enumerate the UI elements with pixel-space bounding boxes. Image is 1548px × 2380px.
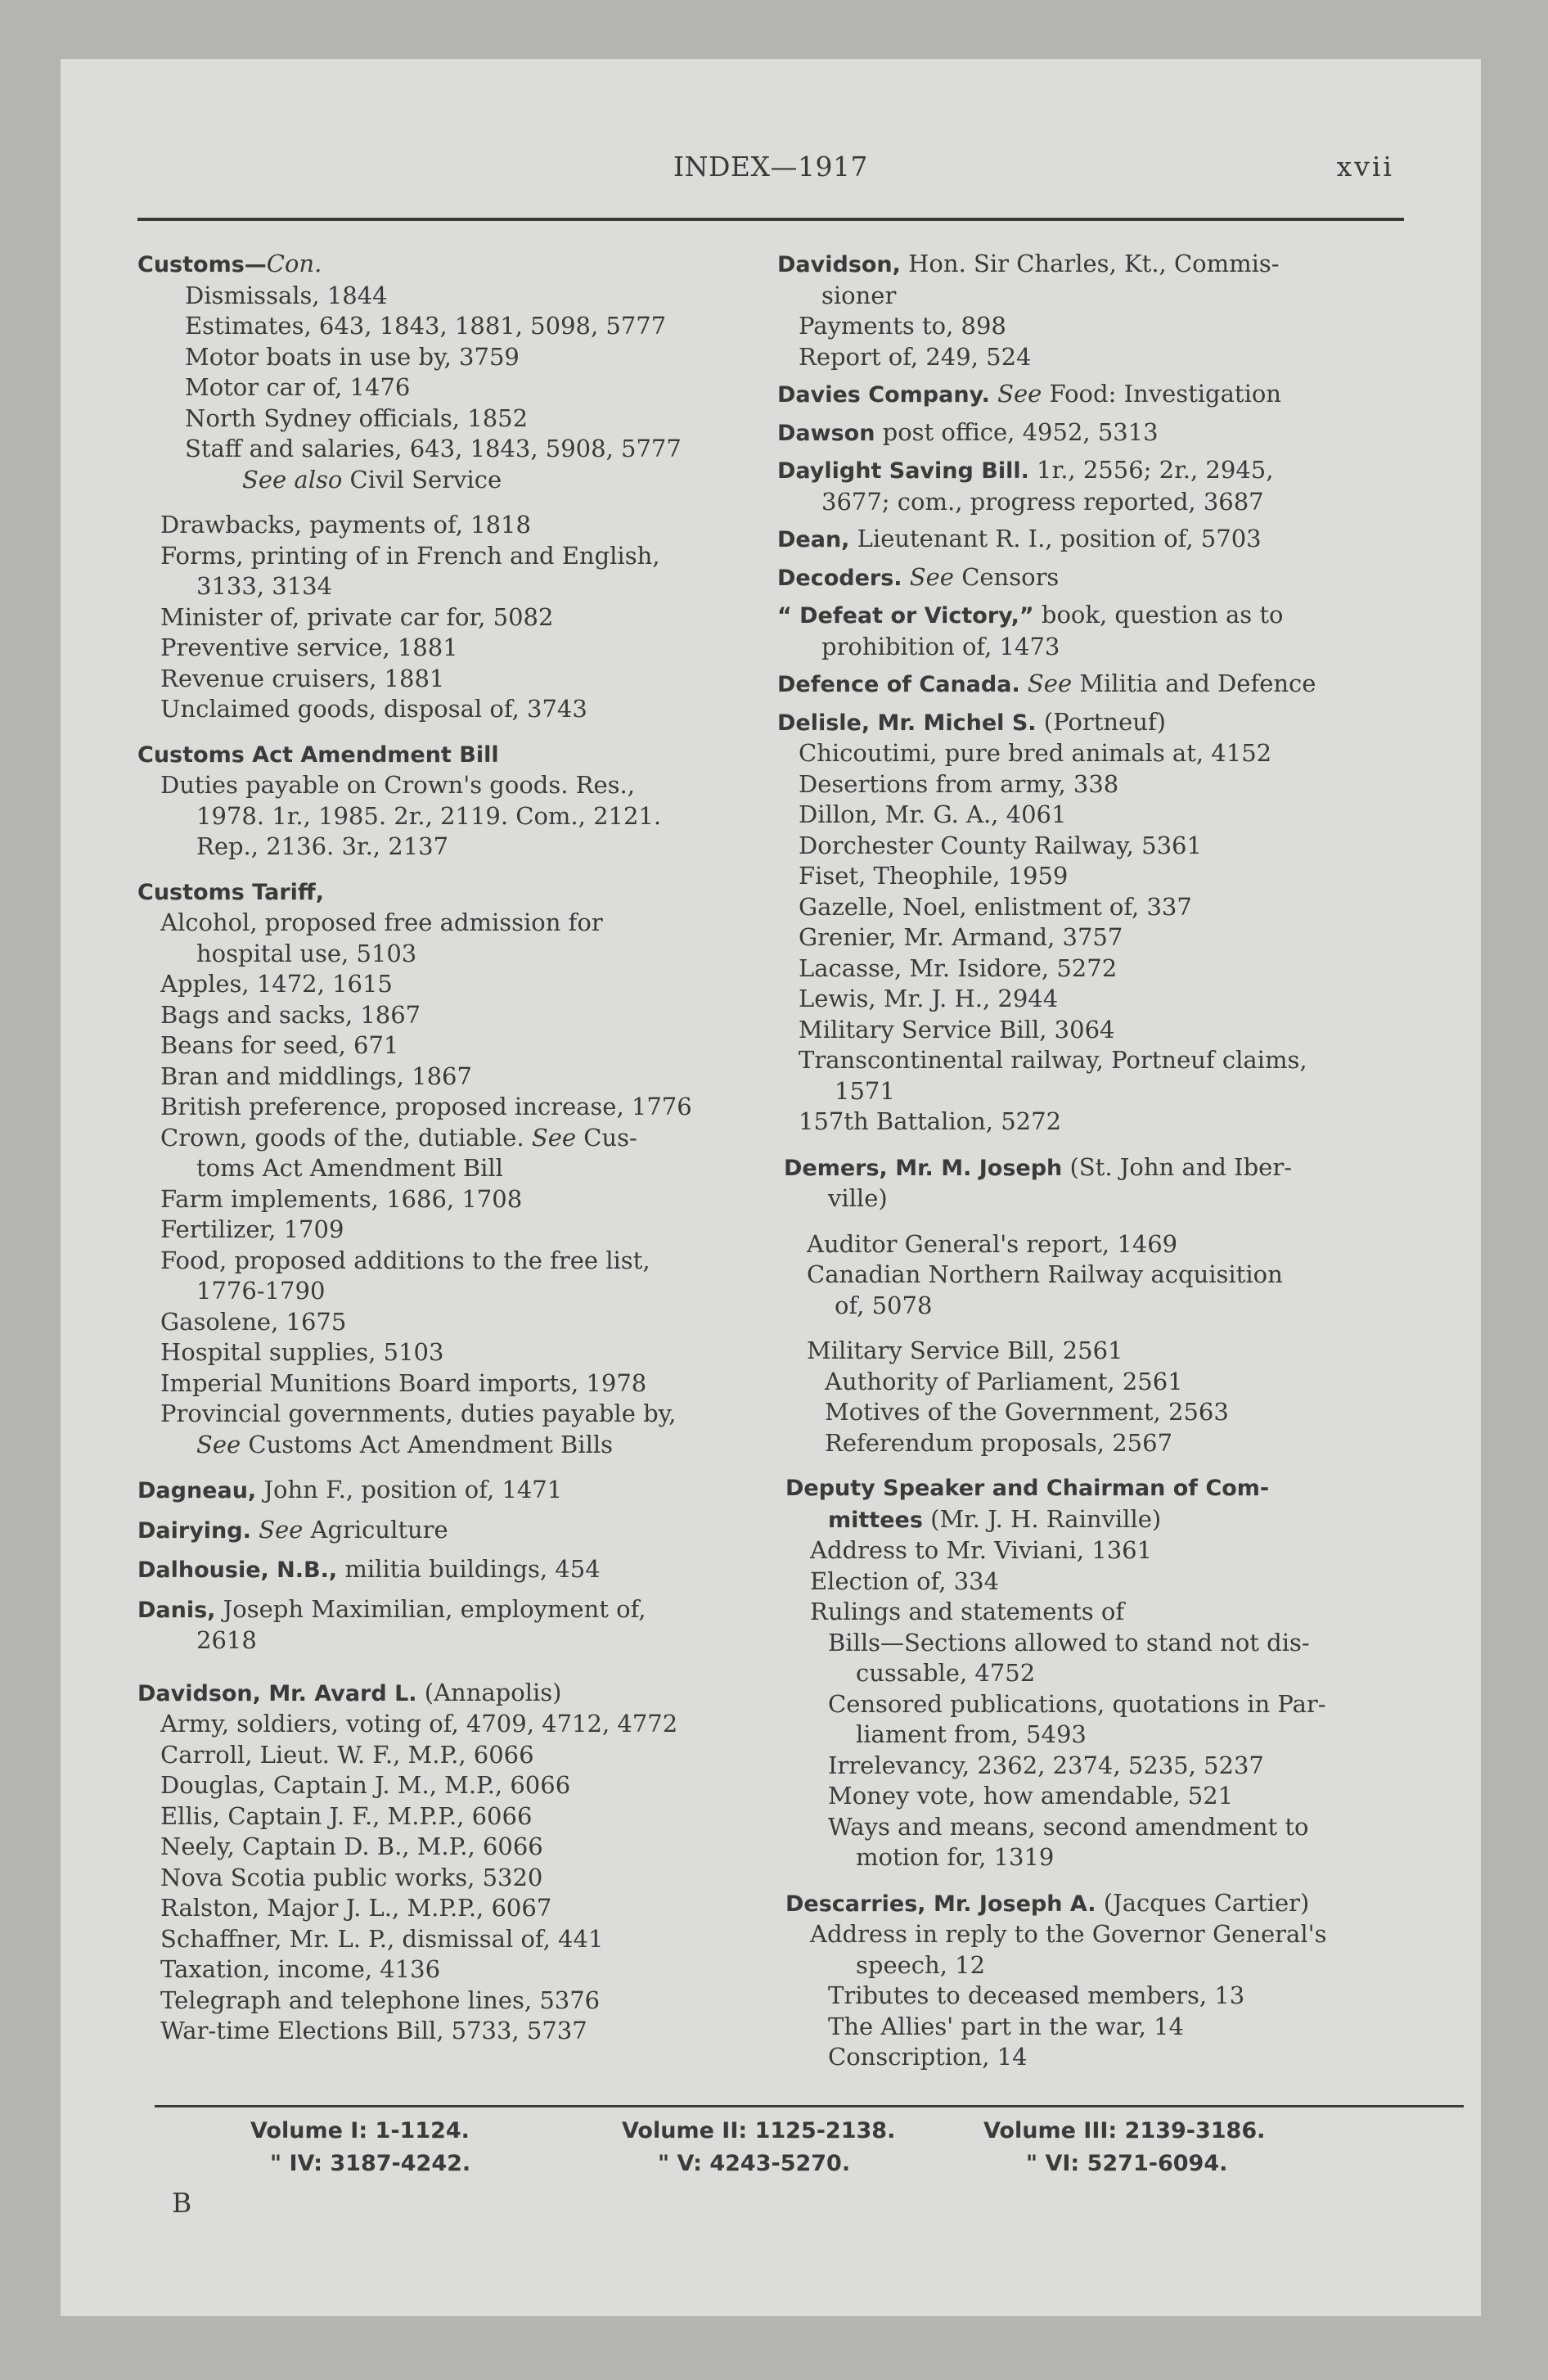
index-entry: Dagneau, John F., position of, 1471 <box>137 1476 563 1503</box>
index-entry: Defence of Canada. See Militia and Defence <box>777 669 1316 697</box>
index-line: Ways and means, second amendment to <box>828 1812 1309 1841</box>
index-line: Imperial Munitions Board imports, 1978 <box>160 1368 647 1397</box>
index-line: Bran and middlings, 1867 <box>160 1062 472 1090</box>
index-line: Forms, printing of in French and English, <box>160 541 660 570</box>
left-column <box>137 249 776 2047</box>
index-line: Desertions from army, 338 <box>799 769 1119 798</box>
index-line: Crown, goods of the, dutiable. See Cus- <box>160 1123 637 1152</box>
index-line: Rulings and statements of <box>810 1598 1125 1625</box>
index-line: Schaffner, Mr. L. P., dismissal of, 441 <box>160 1924 604 1953</box>
index-line: Dismissals, 1844 <box>185 281 388 309</box>
index-line: Douglas, Captain J. M., M.P., 6066 <box>160 1771 571 1799</box>
index-line: Army, soldiers, voting of, 4709, 4712, 4772 <box>160 1710 678 1738</box>
index-line: Chicoutimi, pure bred animals at, 4152 <box>799 739 1272 767</box>
index-line: toms Act Amendment Bill <box>196 1154 503 1182</box>
index-line: Duties payable on Crown's goods. Res., <box>160 771 635 799</box>
index-line: Apples, 1472, 1615 <box>160 970 393 998</box>
index-entry: “ Defeat or Victory,” book, question as to <box>777 601 1284 629</box>
index-line: British preference, proposed increase, 1776 <box>160 1093 692 1120</box>
index-entry: Davies Company. See Food: Investigation <box>777 380 1281 408</box>
index-line: 1571 <box>835 1076 895 1105</box>
index-line: Address to Mr. Viviani, 1361 <box>810 1536 1153 1564</box>
index-entry: Dawson post office, 4952, 5313 <box>777 417 1159 446</box>
index-line: Minister of, private car for, 5082 <box>160 602 554 631</box>
see-also-line: See also Civil Service <box>242 465 502 494</box>
index-line: Motor boats in use by, 3759 <box>185 342 520 371</box>
index-entry: Dalhousie, N.B., militia buildings, 454 <box>137 1555 601 1583</box>
index-line: Canadian Northern Railway acquisition <box>807 1260 1283 1288</box>
volume-range: " IV: 3187-4242. <box>270 2151 471 2176</box>
index-entry: Dean, Lieutenant R. I., position of, 5703 <box>777 525 1262 552</box>
index-line: Military Service Bill, 2561 <box>807 1336 1123 1364</box>
index-line: sioner <box>821 281 897 309</box>
index-line: The Allies' part in the war, 14 <box>828 2012 1184 2040</box>
volume-range: " VI: 5271-6094. <box>1026 2151 1228 2176</box>
index-line: Taxation, income, 4136 <box>160 1955 441 1983</box>
index-entry: Decoders. See Censors <box>777 562 1060 591</box>
entry-heading: Customs Tariff, <box>137 879 325 905</box>
index-line: Irrelevancy, 2362, 2374, 5235, 5237 <box>828 1751 1264 1779</box>
volume-range: Volume I: 1-1124. <box>250 2118 470 2143</box>
index-line: liament from, 5493 <box>856 1720 1087 1748</box>
index-line: 1978. 1r., 1985. 2r., 2119. Com., 2121. <box>196 801 662 830</box>
volume-range: " V: 4243-5270. <box>658 2151 851 2176</box>
index-line: Money vote, how amendable, 521 <box>828 1782 1234 1810</box>
index-line: Bags and sacks, 1867 <box>160 1000 421 1029</box>
entry-heading: Delisle, Mr. Michel S. (Portneuf) <box>777 707 1166 736</box>
index-line: Dillon, Mr. G. A., 4061 <box>799 800 1067 828</box>
index-line: Motor car of, 1476 <box>185 373 411 401</box>
index-line: Auditor General's report, 1469 <box>807 1229 1178 1258</box>
index-line: Farm implements, 1686, 1708 <box>160 1184 523 1213</box>
index-line: Election of, 334 <box>810 1566 1000 1595</box>
index-line: Hospital supplies, 5103 <box>160 1338 444 1366</box>
index-line: 1776-1790 <box>196 1277 326 1305</box>
index-line: Neely, Captain D. B., M.P., 6066 <box>160 1832 543 1860</box>
entry-heading: Davidson, Mr. Avard L. (Annapolis) <box>137 1678 562 1706</box>
index-title: INDEX—1917 <box>673 151 868 183</box>
entry-heading: Customs Act Amendment Bill <box>137 741 499 768</box>
index-entry: Dairying. See Agriculture <box>137 1515 448 1544</box>
index-line: Motives of the Government, 2563 <box>825 1398 1229 1426</box>
header-rule <box>137 218 1404 221</box>
index-line: Provincial governments, duties payable by, <box>160 1400 677 1427</box>
index-line: 2618 <box>196 1626 257 1654</box>
index-line: 157th Battalion, 5272 <box>799 1107 1062 1135</box>
index-line: War-time Elections Bill, 5733, 5737 <box>160 2017 587 2044</box>
index-entry: Danis, Joseph Maximilian, employment of, <box>137 1594 646 1623</box>
index-line: Gazelle, Noel, enlistment of, 337 <box>799 892 1192 921</box>
index-line: Fertilizer, 1709 <box>160 1215 344 1243</box>
index-line: Food, proposed additions to the free list, <box>160 1246 650 1274</box>
index-line: Lewis, Mr. J. H., 2944 <box>799 985 1059 1012</box>
index-line: Payments to, 898 <box>799 312 1006 340</box>
right-column <box>777 249 1456 2073</box>
index-line: cussable, 4752 <box>856 1659 1036 1687</box>
index-line: Referendum proposals, 2567 <box>825 1428 1173 1457</box>
volume-range: Volume III: 2139-3186. <box>983 2118 1266 2143</box>
index-line: Ralston, Major J. L., M.P.P., 6067 <box>160 1894 552 1922</box>
index-line: Dorchester County Railway, 5361 <box>799 831 1202 859</box>
entry-heading: Davidson, Hon. Sir Charles, Kt., Commis- <box>777 250 1280 277</box>
index-line: Censored publications, quotations in Par- <box>828 1689 1326 1718</box>
index-line: Tributes to deceased members, 13 <box>828 1981 1245 2009</box>
index-line: North Sydney officials, 1852 <box>185 403 529 432</box>
index-entry: Daylight Saving Bill. 1r., 2556; 2r., 2945, <box>777 456 1274 484</box>
entry-heading: Demers, Mr. M. Joseph (St. John and Iber- <box>784 1152 1293 1181</box>
index-line: Ellis, Captain J. F., M.P.P., 6066 <box>160 1801 533 1830</box>
index-line: hospital use, 5103 <box>196 939 417 967</box>
entry-heading: Descarries, Mr. Joseph A. (Jacques Cartier) <box>785 1888 1310 1917</box>
index-line: 3133, 3134 <box>196 572 333 600</box>
index-line: Transcontinental railway, Portneuf claims, <box>799 1046 1307 1074</box>
index-line: Address in reply to the Governor General's <box>810 1920 1327 1948</box>
index-line: Unclaimed goods, disposal of, 3743 <box>160 695 587 723</box>
index-line: Staff and salaries, 643, 1843, 5908, 5777 <box>185 435 682 462</box>
index-line: 3677; com., progress reported, 3687 <box>821 487 1264 516</box>
see-line: See Customs Act Amendment Bills <box>196 1430 614 1458</box>
index-line: Bills—Sections allowed to stand not dis- <box>828 1628 1310 1657</box>
index-line: speech, 12 <box>856 1950 986 1979</box>
index-line: prohibition of, 1473 <box>821 632 1060 660</box>
index-line: of, 5078 <box>835 1291 933 1319</box>
page-number: xvii <box>1336 151 1394 183</box>
index-line: Preventive service, 1881 <box>160 633 458 661</box>
index-line: ville) <box>828 1184 888 1212</box>
index-line: Authority of Parliament, 2561 <box>825 1367 1183 1395</box>
index-line: Rep., 2136. 3r., 2137 <box>196 832 449 860</box>
index-line: Drawbacks, payments of, 1818 <box>160 511 531 539</box>
index-line: Lacasse, Mr. Isidore, 5272 <box>799 953 1118 982</box>
index-line: Beans for seed, 671 <box>160 1031 399 1059</box>
index-line: Grenier, Mr. Armand, 3757 <box>799 923 1123 951</box>
index-line: Military Service Bill, 3064 <box>799 1015 1115 1044</box>
index-line: Estimates, 643, 1843, 1881, 5098, 5777 <box>185 312 667 340</box>
entry-heading: Deputy Speaker and Chairman of Com- <box>785 1476 1270 1501</box>
entry-heading-cont: mittees (Mr. J. H. Rainville) <box>828 1504 1162 1533</box>
index-line: Gasolene, 1675 <box>160 1307 347 1336</box>
index-line: Revenue cruisers, 1881 <box>160 664 445 692</box>
volume-range: Volume II: 1125-2138. <box>622 2118 896 2143</box>
index-line: Alcohol, proposed free admission for <box>160 908 603 936</box>
index-line: Nova Scotia public works, 5320 <box>160 1863 543 1891</box>
index-page <box>61 59 1481 2316</box>
entry-heading: Customs—Con. <box>137 250 322 277</box>
signature-mark: B <box>172 2187 192 2219</box>
index-line: Conscription, 14 <box>828 2043 1028 2071</box>
index-line: Report of, 249, 524 <box>799 342 1032 371</box>
index-line: motion for, 1319 <box>856 1843 1055 1871</box>
index-line: Carroll, Lieut. W. F., M.P., 6066 <box>160 1740 534 1769</box>
footer-rule <box>155 2105 1464 2107</box>
index-line: Fiset, Theophile, 1959 <box>799 862 1069 890</box>
index-line: Telegraph and telephone lines, 5376 <box>160 1986 601 2014</box>
